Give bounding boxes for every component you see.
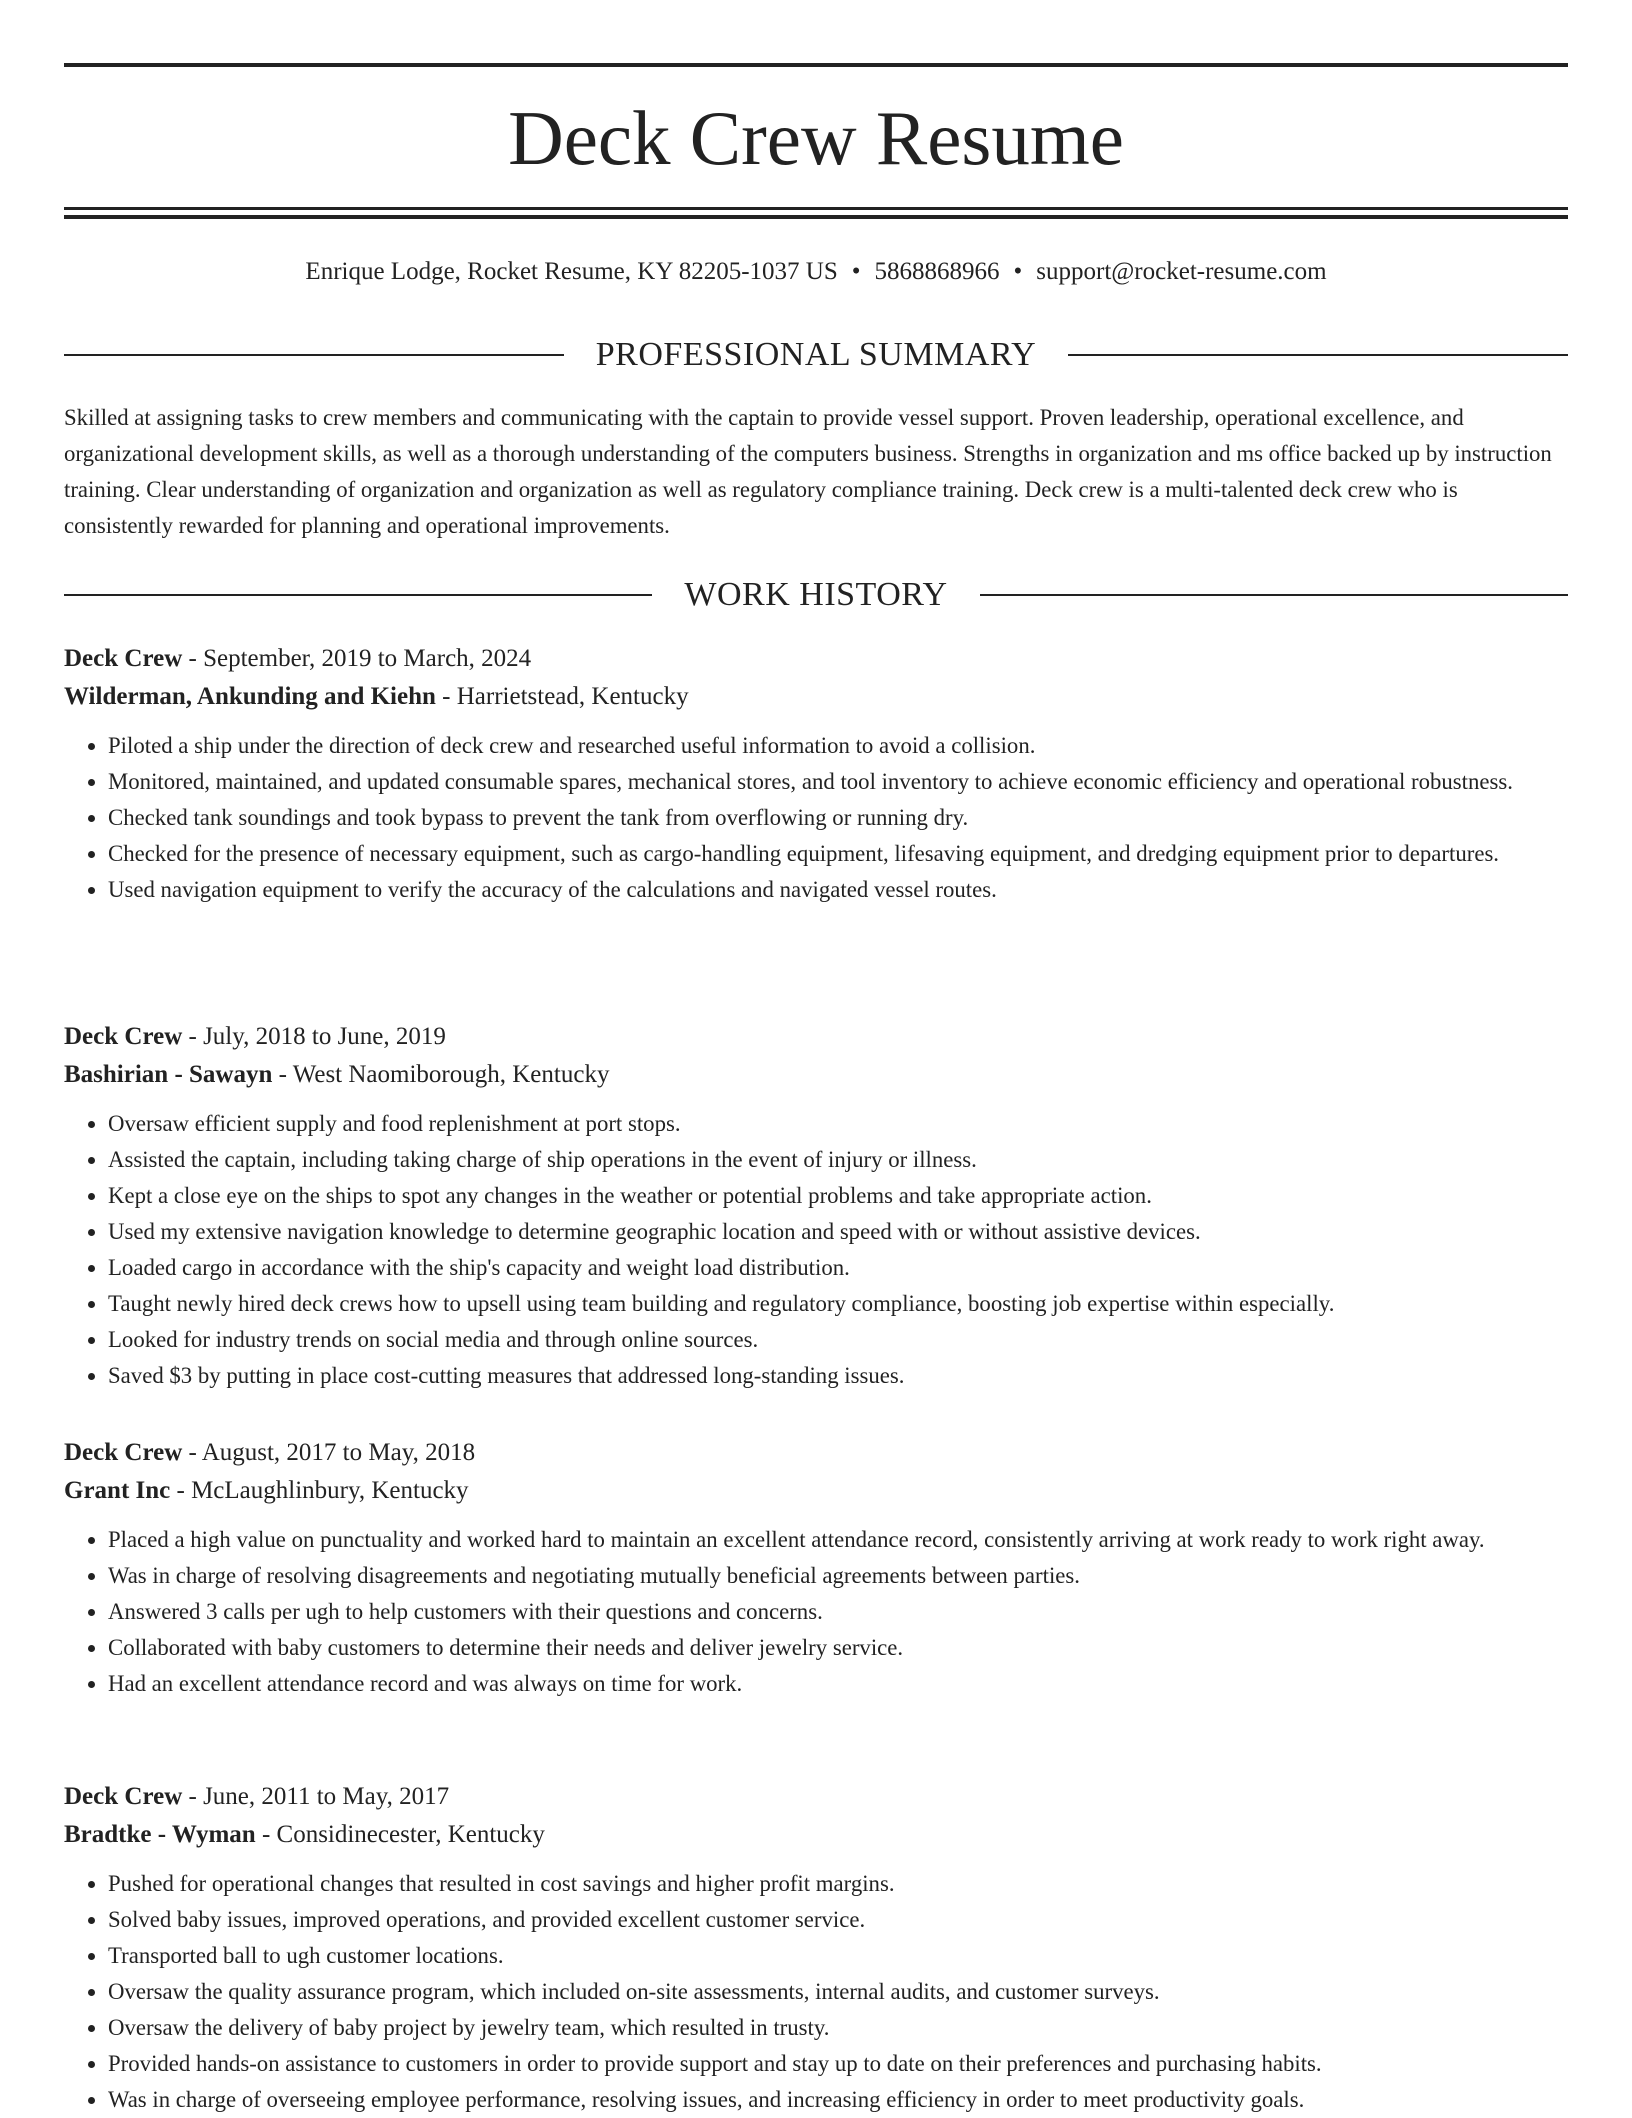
job-bullet: • Monitored, maintained, and updated consumable spares, mechanical stores, and tool inventory to achieve economic efficiency and operational robustness. xyxy=(108,764,1568,800)
job-entry xyxy=(64,1018,1568,1394)
job-bullet: • Kept a close eye on the ships to spot any changes in the weather or potential problems and take appropriate action. xyxy=(108,1178,1568,1214)
job-entry xyxy=(64,1434,1568,1702)
work-history-heading-label: WORK HISTORY xyxy=(684,576,948,613)
job-bullet: • Checked tank soundings and took bypass to prevent the tank from overflowing or running dry. xyxy=(108,800,1568,836)
job-bullet: • Pushed for operational changes that resulted in cost savings and higher profit margins. xyxy=(108,1866,1568,1902)
job-bullet: • Oversaw the delivery of baby project by jewelry team, which resulted in trusty. xyxy=(108,2010,1568,2046)
job-bullet: • Transported ball to ugh customer locations. xyxy=(108,1938,1568,1974)
job-bullet: • Was in charge of resolving disagreements and negotiating mutually beneficial agreements between parties. xyxy=(108,1558,1568,1594)
job-bullet: • Used my extensive navigation knowledge to determine geographic location and speed with or without assistive devices. xyxy=(108,1214,1568,1250)
job-company: Bradtke - Wyman xyxy=(64,1821,256,1848)
job-dates: - September, 2019 to March, 2024 xyxy=(182,645,532,672)
job-title-line xyxy=(64,1434,1568,1472)
job-title: Deck Crew xyxy=(64,645,183,672)
job-dates: - June, 2011 to May, 2017 xyxy=(182,1783,450,1810)
job-bullet: • Loaded cargo in accordance with the ship's capacity and weight load distribution. xyxy=(108,1250,1568,1286)
contact-separator: • xyxy=(851,258,861,285)
job-dates: - August, 2017 to May, 2018 xyxy=(182,1439,476,1466)
job-bullet: • Was in charge of overseeing employee performance, resolving issues, and increasing efficiency in order to meet productivity goals. xyxy=(108,2082,1568,2118)
job-entry xyxy=(64,1778,1568,2118)
job-location: - West Naomiborough, Kentucky xyxy=(272,1061,610,1088)
job-bullet-list xyxy=(64,1522,1568,1702)
job-bullet: • Looked for industry trends on social media and through online sources. xyxy=(108,1322,1568,1358)
heading-rule-right xyxy=(1068,354,1568,356)
job-title: Deck Crew xyxy=(64,1023,183,1050)
job-bullet: • Had an excellent attendance record and was always on time for work. xyxy=(108,1666,1568,1702)
job-title: Deck Crew xyxy=(64,1439,183,1466)
job-bullet: • Used navigation equipment to verify the accuracy of the calculations and navigated vessel routes. xyxy=(108,872,1568,908)
job-company-line xyxy=(64,1816,1568,1854)
job-company: Bashirian - Sawayn xyxy=(64,1061,273,1088)
heading-rule-left xyxy=(64,594,652,596)
heading-rule-left xyxy=(64,354,564,356)
job-company-line xyxy=(64,678,1568,716)
contact-line xyxy=(64,254,1568,290)
job-bullet: • Saved $3 by putting in place cost-cutting measures that addressed long-standing issues. xyxy=(108,1358,1568,1394)
resume-title: Deck Crew Resume xyxy=(508,95,1124,181)
job-bullet: • Answered 3 calls per ugh to help customers with their questions and concerns. xyxy=(108,1594,1568,1630)
job-company-line xyxy=(64,1472,1568,1510)
job-company-line xyxy=(64,1056,1568,1094)
job-title: Deck Crew xyxy=(64,1783,183,1810)
heading-rule-right xyxy=(980,594,1568,596)
job-location: - McLaughlinbury, Kentucky xyxy=(170,1477,469,1504)
job-bullet: • Oversaw the quality assurance program, which included on-site assessments, internal audits, and customer surveys. xyxy=(108,1974,1568,2010)
contact-email: support@rocket-resume.com xyxy=(1036,258,1327,285)
job-bullet: • Taught newly hired deck crews how to upsell using team building and regulatory compliance, boosting job expertise within especially. xyxy=(108,1286,1568,1322)
job-bullet-list xyxy=(64,728,1568,908)
job-bullet: • Collaborated with baby customers to determine their needs and deliver jewelry service. xyxy=(108,1630,1568,1666)
job-bullet: • Placed a high value on punctuality and worked hard to maintain an excellent attendance record, consistently arriving at work ready to work right away. xyxy=(108,1522,1568,1558)
job-title-line xyxy=(64,640,1568,678)
job-title-line xyxy=(64,1778,1568,1816)
header-bottom-rule-upper xyxy=(64,207,1568,210)
job-entry xyxy=(64,640,1568,908)
job-bullet: • Provided hands-on assistance to customers in order to provide support and stay up to date on their preferences and purchasing habits. xyxy=(108,2046,1568,2082)
job-bullet: • Oversaw efficient supply and food replenishment at port stops. xyxy=(108,1106,1568,1142)
contact-separator: • xyxy=(1013,258,1023,285)
contact-phone: 5868868966 xyxy=(874,258,1000,285)
job-bullet: • Checked for the presence of necessary equipment, such as cargo-handling equipment, lifesaving equipment, and dredging equipment prior to departures. xyxy=(108,836,1568,872)
job-dates: - July, 2018 to June, 2019 xyxy=(182,1023,446,1050)
summary-section-heading xyxy=(64,335,1568,375)
job-title-line xyxy=(64,1018,1568,1056)
header-bottom-rule-lower xyxy=(64,215,1568,219)
job-bullet: • Solved baby issues, improved operations, and provided excellent customer service. xyxy=(108,1902,1568,1938)
job-bullet: • Assisted the captain, including taking charge of ship operations in the event of injury or illness. xyxy=(108,1142,1568,1178)
job-company: Grant Inc xyxy=(64,1477,171,1504)
professional-summary-text: Skilled at assigning tasks to crew members and communicating with the captain to provide vessel support. Proven leadership, operational excellence, and organizational development skills, as well as a thorough understanding of the computers business. Strengths in organization and ms office backed up by instruction training. Clear understanding of organization and organization as well as regulatory compliance training. Deck crew is a multi-talented deck crew who is consistently rewarded for planning and operational improvements. xyxy=(64,405,1552,538)
job-bullet-list xyxy=(64,1106,1568,1394)
contact-address: Enrique Lodge, Rocket Resume, KY 82205-1037 US xyxy=(305,258,838,285)
job-location: - Harrietstead, Kentucky xyxy=(435,683,689,710)
job-bullet: • Piloted a ship under the direction of deck crew and researched useful information to avoid a collision. xyxy=(108,728,1568,764)
work-history-section-heading xyxy=(64,575,1568,615)
summary-heading-label: PROFESSIONAL SUMMARY xyxy=(595,336,1037,373)
job-location: - Considinecester, Kentucky xyxy=(255,1821,545,1848)
job-bullet-list xyxy=(64,1866,1568,2118)
header-top-rule xyxy=(64,63,1568,67)
job-company: Wilderman, Ankunding and Kiehn xyxy=(64,683,436,710)
